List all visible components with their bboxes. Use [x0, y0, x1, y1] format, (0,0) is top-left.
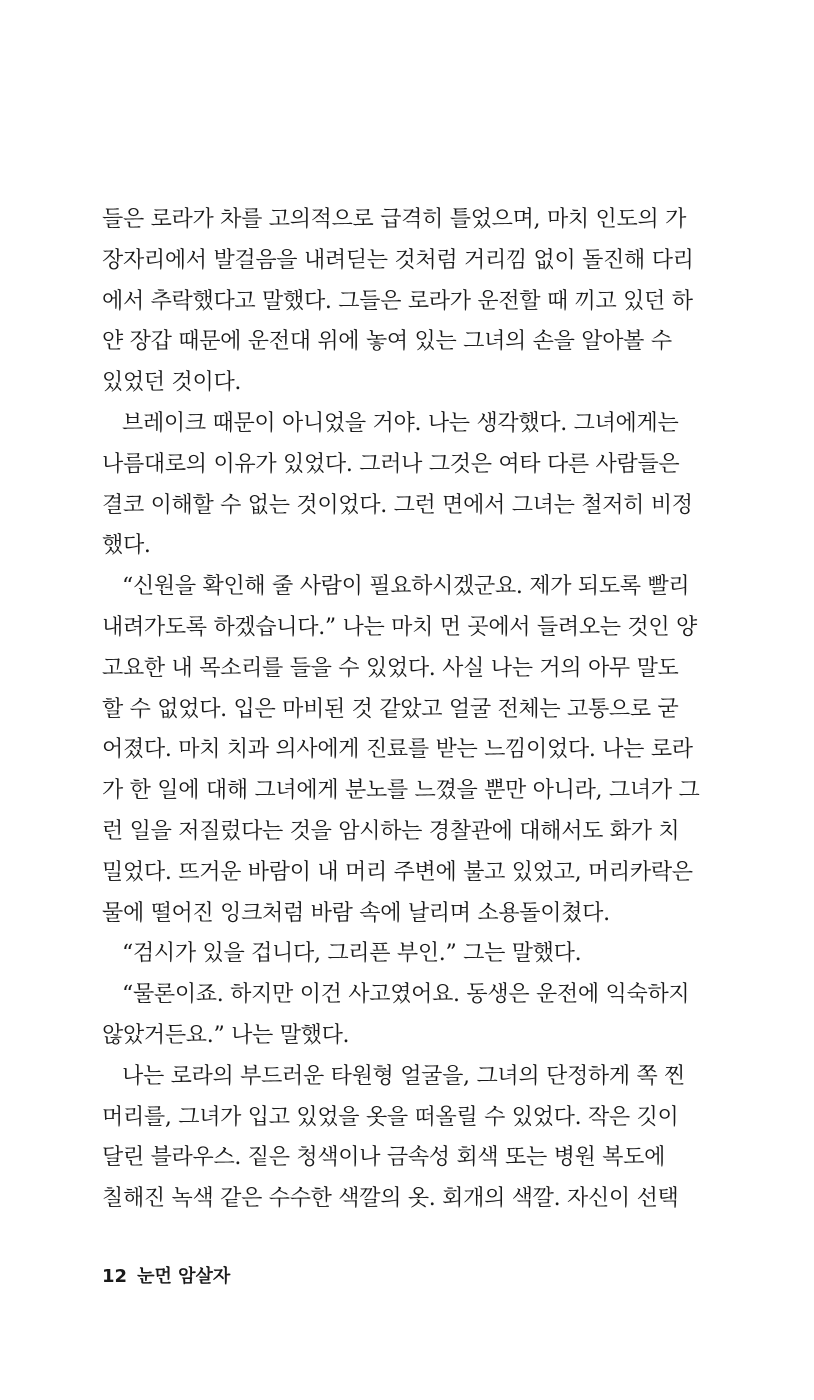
text-line: 칠해진 녹색 같은 수수한 색깔의 옷. 회개의 색깔. 자신이 선택 — [102, 1186, 679, 1212]
text-line: 결코 이해할 수 없는 것이었다. 그런 면에서 그녀는 철저히 비정 — [102, 492, 693, 518]
text-line: 에서 추락했다고 말했다. 그들은 로라가 운전할 때 끼고 있던 하 — [102, 288, 693, 314]
text-line: 머리를, 그녀가 입고 있었을 옷을 떠올릴 수 있었다. 작은 깃이 — [102, 1104, 679, 1130]
text-line: “검시가 있을 겁니다, 그리픈 부인.” 그는 말했다. — [122, 941, 582, 967]
page-number: 12 — [102, 1266, 128, 1287]
text-line: 들은 로라가 차를 고의적으로 급격히 틀었으며, 마치 인도의 가 — [102, 207, 687, 232]
text-line: “물론이죠. 하지만 이건 사고였어요. 동생은 운전에 익숙하지 — [122, 982, 690, 1008]
text-line: 나름대로의 이유가 있었다. 그러나 그것은 여타 다른 사람들은 — [102, 451, 680, 477]
text-line: 할 수 없었다. 입은 마비된 것 같았고 얼굴 전체는 고통으로 굳 — [102, 696, 679, 722]
text-line: 얀 장갑 때문에 운전대 위에 놓여 있는 그녀의 손을 알아볼 수 — [102, 329, 672, 355]
text-line: 가 한 일에 대해 그녀에게 분노를 느꼈을 뿐만 아니라, 그녀가 그 — [102, 778, 700, 804]
text-line: 런 일을 저질렀다는 것을 암시하는 경찰관에 대해서도 화가 치 — [102, 818, 680, 844]
text-line: 물에 떨어진 잉크처럼 바람 속에 날리며 소용돌이쳤다. — [102, 900, 610, 926]
text-line: 어졌다. 마치 치과 의사에게 진료를 받는 느낌이었다. 나는 로라 — [102, 737, 693, 763]
text-line: 나는 로라의 부드러운 타원형 얼굴을, 그녀의 단정하게 쪽 찐 — [122, 1063, 686, 1089]
text-line: 밀었다. 뜨거운 바람이 내 머리 주변에 불고 있었고, 머리카락은 — [102, 859, 693, 885]
text-line: 내려가도록 하겠습니다.” 나는 마치 먼 곳에서 들려오는 것인 양 — [102, 614, 697, 640]
text-line: 했다. — [102, 533, 151, 559]
running-title: 눈먼 암살자 — [137, 1266, 231, 1287]
text-line: 고요한 내 목소리를 들을 수 있었다. 사실 나는 거의 아무 말도 — [102, 655, 679, 681]
text-line: “신원을 확인해 줄 사람이 필요하시겠군요. 제가 되도록 빨리 — [122, 574, 690, 600]
text-line: 있었던 것이다. — [102, 370, 242, 396]
text-line: 브레이크 때문이 아니었을 거야. 나는 생각했다. 그녀에게는 — [122, 410, 679, 436]
text-line: 달린 블라우스. 짙은 청색이나 금속성 회색 또는 병원 복도에 — [102, 1145, 666, 1171]
page-footer — [102, 1262, 230, 1288]
body-text — [102, 200, 752, 1220]
text-line: 장자리에서 발걸음을 내려딛는 것처럼 거리낌 없이 돌진해 다리 — [102, 247, 694, 273]
text-line: 않았거든요.” 나는 말했다. — [102, 1022, 350, 1048]
